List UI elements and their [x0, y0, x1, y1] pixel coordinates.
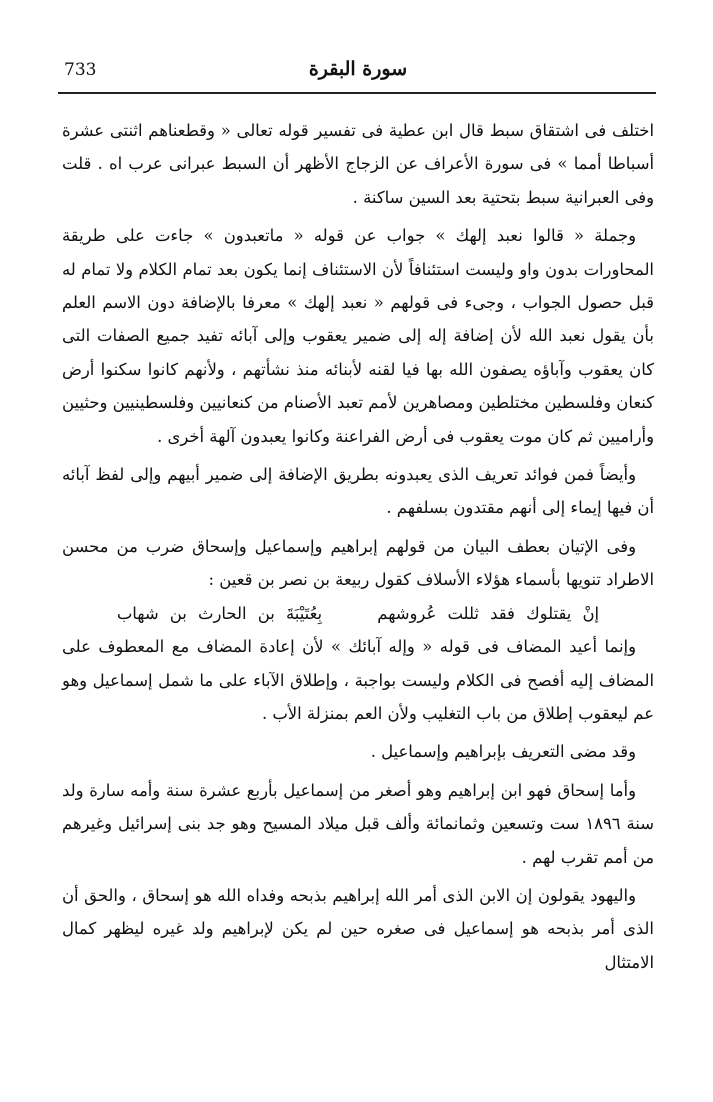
- verse-hemistich-first: إنْ يقتلوك فقد ثللت عُروشهم: [377, 603, 600, 623]
- header-rule: [58, 92, 656, 94]
- page-body: [62, 114, 654, 979]
- verse-hemistich-second: بِعُتَيْبَةَ بن الحارث بن شهاب: [116, 603, 323, 623]
- page-header: [62, 54, 654, 90]
- paragraph-2: وجملة « قالوا نعبد إلهك » جواب عن قوله « ماتعبدون » جاءت على طريقة المحاورات بدون واو وليست استئنافاً لأن الاستئناف إنما يكون بعد تمام الكلام ولا تمام له قبل حصول الجواب ، وجىء فى قولهم « نعبد إلهك » معرفا بالإضافة دون الاسم العلم بأن يقول نعبد الله لأن إضافة إله إلى ضمير يعقوب وإلى آبائه تفيد جميع الصفات التى كان يعقوب وآباؤه يصفون الله بها فيا لقنه لأبنائه منذ نشأتهم ، ولأنهم كانوا سكنوا أرض كنعان وفلسطين مختلطين ومصاهرين لأمم تعبد الأصنام من كنعانيين وفلسطينيين وحثيين وأراميين ثم كان موت يعقوب فى أرض الفراعنة وكانوا يعبدون آلهة أخرى .: [62, 226, 654, 446]
- paragraph-3: وأيضاً فمن فوائد تعريف الذى يعبدونه بطريق الإضافة إلى ضمير أبيهم وإلى لفظ آبائه أن فيها إيماء إلى أنهم مقتدون بسلفهم .: [62, 465, 654, 518]
- poetry-verse: [62, 597, 654, 630]
- paragraph-7: وأما إسحاق فهو ابن إبراهيم وهو أصغر من إسماعيل بأربع عشرة سنة وأمه سارة ولد سنة ١٨٩٦ ست وتسعين وثمانمائة وألف قبل ميلاد المسيح وهو جد بنى إسرائيل وغيرهم من أمم تقرب لهم .: [62, 780, 654, 867]
- page-number: 733: [64, 60, 97, 80]
- paragraph-1: اختلف فى اشتقاق سبط قال ابن عطية فى تفسير قوله تعالى « وقطعناهم اثنتى عشرة أسباطا أمما » فى سورة الأعراف عن الزجاج الأظهر أن السبط عبرانى عرب اه . قلت وفى العبرانية سبط بتحتية بعد السين ساكنة .: [62, 121, 654, 207]
- running-head: سورة البقرة: [308, 58, 408, 80]
- paragraph-4: وفى الإتيان بعطف البيان من قولهم إبراهيم وإسماعيل وإسحاق ضرب من محسن الاطراد تنويها بأسماء هؤلاء الأسلاف كقول ربيعة بن نصر بن قعين :: [62, 536, 654, 590]
- paragraph-6: وقد مضى التعريف بإبراهيم وإسماعيل .: [370, 742, 636, 762]
- paragraph-5: وإنما أعيد المضاف فى قوله « وإله آبائك » لأن إعادة المضاف مع المعطوف على المضاف إليه أفصح فى الكلام وليست بواجبة ، وإطلاق الآباء على ما شمل إسماعيل وهو عم ليعقوب إطلاق من باب التغليب ولأن العم بمنزلة الأب .: [62, 637, 654, 723]
- paragraph-8: واليهود يقولون إن الابن الذى أمر الله إبراهيم بذبحه وفداه الله هو إسحاق ، والحق أن الذى أمر بذبحه هو إسماعيل فى صغره حين لم يكن لإبراهيم ولد غيره ليظهر كمال الامتثال: [62, 885, 654, 972]
